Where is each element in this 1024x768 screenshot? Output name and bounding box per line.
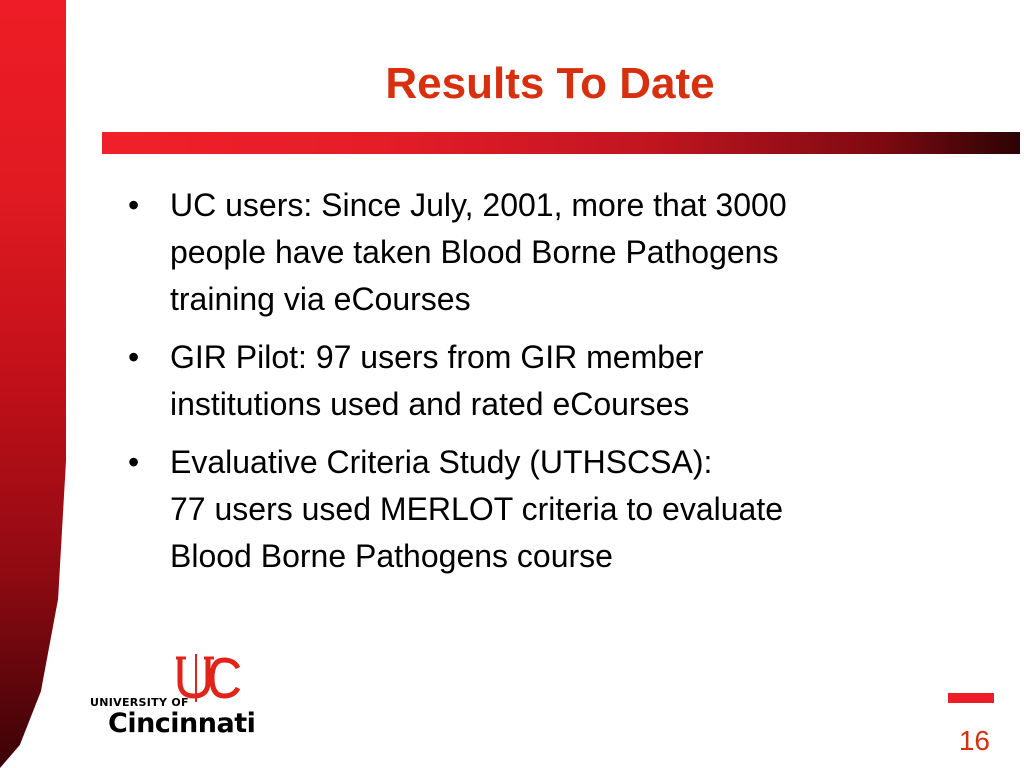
bullet-list <box>126 182 966 591</box>
slide-title: Results To Date <box>385 59 715 108</box>
bullet-line: Blood Borne Pathogens course <box>170 538 613 574</box>
page-number-bar <box>948 693 994 703</box>
bullet-dot: • <box>128 339 140 375</box>
left-decorative-band <box>0 0 66 768</box>
bullet-line: training via eCourses <box>170 281 471 317</box>
bullet-line: institutions used and rated eCourses <box>170 386 690 422</box>
bullet-line: people have taken Blood Borne Pathogens <box>170 234 779 270</box>
page-number: 16 <box>958 725 990 756</box>
bullet-line: 77 users used MERLOT criteria to evaluate <box>170 491 784 527</box>
bullet-line: UC users: Since July, 2001, more that 3000 <box>170 187 787 223</box>
logo-big-text: Cincinnati <box>108 708 256 739</box>
bullet-dot: • <box>128 187 140 223</box>
bullet-item <box>126 182 966 323</box>
bullet-line: GIR Pilot: 97 users from GIR member <box>170 339 704 375</box>
bullet-item <box>126 334 966 428</box>
title-underline-bar <box>102 132 1020 154</box>
logo-small-text: UNIVERSITY OF <box>90 696 189 709</box>
bullet-item <box>126 439 966 580</box>
bullet-line: Evaluative Criteria Study (UTHSCSA): <box>170 444 713 480</box>
university-logo <box>88 652 258 744</box>
bullet-dot: • <box>128 444 140 480</box>
